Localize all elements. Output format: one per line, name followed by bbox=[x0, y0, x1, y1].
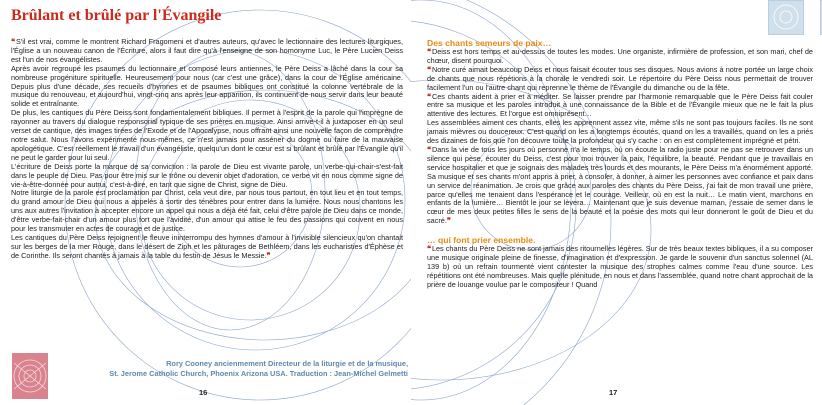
paragraph: ❝Ces chants aident à prier et à méditer. Se laisser prendre par l'harmonie remarquable que le Père Deiss fait couler entre sa musique et les paroles introduit à une connaissance de la Bible et de l'Évangile mieux que ne le fait la plus attentive des lectures. Et l'orgue est omniprésent… bbox=[427, 91, 813, 119]
paragraph: ❝Notre curé aimait beaucoup Deiss et nous faisait écouter tous ses disques. Nous avions à notre portée un large choix de chants que nous répétions à la chorale le vendredi soir. Le répertoire du Père Deiss nous permettait de trouver facilement l'un ou l'autre chant qui reprenne le thème de l'Évangile du dimanche ou de la fête. bbox=[427, 64, 813, 92]
page-title: Brûlant et brûlé par l'Évangile bbox=[11, 7, 222, 24]
paragraph: ❝S'il est vrai, comme le montrent Richard Fragomeni et d'autres auteurs, qu'avec le lectionnaire des lectures liturgiques, l'Église a un nouveau canon de l'Écriture, alors il faut dire qu'à l'enseigne de son homonyme Luc, le Père Lucien Deiss est l'un de nos évangélistes. bbox=[11, 37, 403, 64]
quote-mark-icon: ❝ bbox=[427, 244, 431, 254]
quote-mark-icon: ❝ bbox=[11, 37, 15, 46]
paragraph: Après avoir regroupé les psaumes du lectionnaire et composé leurs antiennes, le Père Deiss a lâché dans la cour sa nombreuse progéniture spirituelle. Heureusement pour nous (car c'est une grâce), dans la cour de l'Église américaine. Depuis plus d'une décade, ses recueils d'hymnes et de psaumes bibliques ont constitué la colonne vertébrale de la musique du renouveau, et aujourd'hui, vingt-cinq ans après leur apparition, ils continuent de nous servir dans leur beauté solide et entraînante. bbox=[11, 63, 403, 109]
quote-mark-icon: ❝ bbox=[427, 144, 431, 154]
header-image-strip bbox=[780, 0, 822, 34]
section-heading: Des chants semeurs de paix… bbox=[427, 38, 552, 48]
closing-quote-mark-icon: ❞ bbox=[266, 250, 271, 260]
closing-quote-mark-icon: ❞ bbox=[446, 216, 451, 226]
paragraph: Les assemblées aiment ces chants, elles les apprennent assez vite, même s'ils ne sont pas toujours faciles. Ils ne sont jamais mièvres ou doucereux. C'est quand on les a longtemps écoutés, quand on les a travaillés, quand on les a priés des dizaines de fois que l'on découvre toute la profondeur qui s'y cache : on en est complètement imprégné et pétri. bbox=[427, 118, 813, 146]
paragraph: ❝Deiss est hors temps et au-dessus de toutes les modes. Une organiste, infirmière de profession, et son mari, chef de chœur, disent pourquoi. bbox=[427, 47, 813, 65]
paragraph: ❝Dans la vie de tous les jours où personne n'a le temps, où on écoute la radio juste pour ne pas se retrouver dans un silence qui pèse, écouter du Deiss, c'est pour moi trouver la paix, l'équilibre, la beauté. Pendant que je travaillais en service hospitalier et que je soignais des malades très lourds et des mourants, le Père Deiss m'a énormément apporté. Sa musique et ses chants m'ont appris à prier, à consoler, à donner, à aimer les personnes avec confiance et paix dans un service de réanimation. Je crois que grâce aux paroles des chants du Père Deiss, j'ai fait de mon travail une prière, parce qu'elles me tenaient dans l'espérance et le courage. Veilleur, où en est la nuit… Le matin vient, marchons en enfants de la lumière… Bientôt le jour se lèvera… Maintenant que je suis devenue maman, j'essaie de semer dans le cœur de mes deux petites filles le sens de la beauté et la poésie des mots qui leur donneront le goût de Dieu et du sacré.❞ bbox=[427, 144, 813, 226]
quote-mark-icon: ❝ bbox=[427, 91, 431, 101]
decorative-tile bbox=[768, 0, 804, 35]
decorative-thumbnail bbox=[12, 353, 48, 399]
right-article-body bbox=[427, 38, 813, 290]
paragraph: De plus, les cantiques du Père Deiss sont fondamentalement bibliques. Il permet à l'esprit de la parole qui l'imprègne de rayonner au travers du dialogue responsorial typique de ses prières en musique. Ainsi arrive-t-il à juxtaposer en un seul verset de cantique, des images tirées de l'Exode et de l'Apocalypse, nous offrant ainsi une nouvelle façon de comprendre notre salut. Nous l'avons expérimenté nous-mêmes, ce n'est jamais pour asséner du dogme ou faire de la mauvaise apologétique. C'est réellement le travail d'un évangéliste, quelqu'un dont le cœur est si brûlant et brûlé par l'Évangile qu'il ne peut le garder pour lui seul. bbox=[11, 108, 403, 162]
paragraph: L'écriture de Deiss porte la marque de sa conviction : la parole de Dieu est vivante parole, un verbe-qui-chair-s'est-fait dans le peuple de Dieu. Pas pour être mis sur le trône ou devenir objet d'adoration, ce verbe vit en nous comme signe de vie-à-être-donnée pour autrui, c'est-à-dire, en tant que signe de Christ, signe de Dieu. bbox=[11, 161, 403, 189]
quote-mark-icon: ❝ bbox=[427, 64, 431, 74]
section-heading: … qui font prier ensemble. bbox=[427, 235, 536, 246]
paragraph: Les cantiques du Père Deiss rejoignent le fleuve ininterrompu des hymnes d'amour à l'invisible silencieux qu'on chantait sur les berges de la mer Rouge, dans le désert de Ziph et les pâturages de Bethléem, dans les eucharisties d'Éphèse et de Corinthe. Ils seront chantés à jamais à la table du festin de Jésus le Messie.❞ bbox=[11, 232, 403, 260]
page-number: 16 bbox=[199, 388, 208, 397]
author-credit: Rory Cooney ancienmement Directeur de la liturgie et de la musique, St. Jerome Catholic Church, Phoenix Arizona USA. Traduction : Jean-Michel Gelmetti bbox=[109, 359, 408, 378]
left-article-body bbox=[11, 38, 403, 261]
right-page bbox=[411, 0, 822, 405]
paragraph: ❝Les chants du Père Deiss ne sont jamais des ritournelles légères. Sur de très beaux textes bibliques, il a su composer une musique originale pleine de finesse, d'imagination et d'expression. Je garde le souvenir d'un sanctus solennel (AL 139 b) où un refrain tourmenté vient contester la musique des strophes calmes comme l'eau d'une source. Les répétitions ont été nombreuses. Mais quelle plénitude, en nous et dans l'assemblée, quand notre chant approchait de la prière de louange voulue par le compositeur ! Quand bbox=[427, 244, 813, 289]
page-number: 17 bbox=[609, 388, 618, 397]
quote-mark-icon: ❝ bbox=[427, 47, 431, 56]
paragraph: Notre liturgie de la parole est proclamation par Christ, cela veut dire, par nous tous partout, en tout lieu et en tout temps, du grand amour de Dieu qui nous a appelés à sortir des ténèbres pour entrer dans la lumière. Nous nous chantons les uns aux autres l'invitation à accepter encore un appel qui nous a déjà été fait, celui d'être parole de Dieu dans ce monde, d'être verbe-fait-chair d'un amour plus fort que l'avidité, d'un amour qui attise le feu des passions qui couvent en nous pour les transmuter en actes de courage et de justice. bbox=[11, 188, 403, 234]
